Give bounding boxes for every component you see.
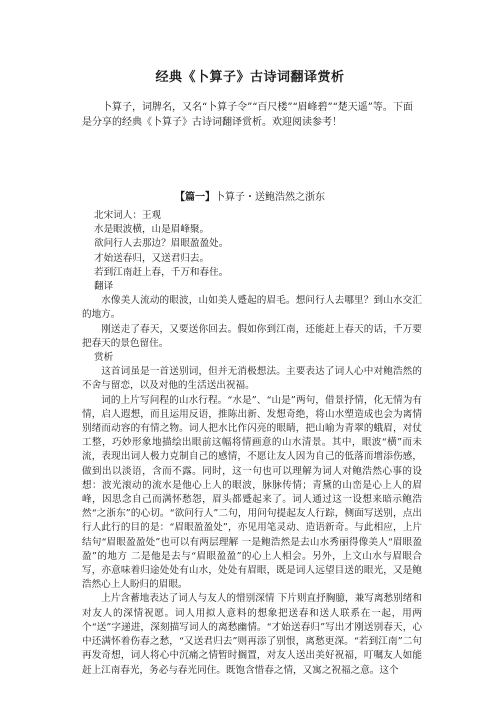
poem-line: 欲问行人去那边？眉眼盈盈处。	[94, 238, 229, 250]
poem-line: 水是眼波横，山是眉峰聚。	[94, 224, 210, 236]
translation-paragraph: 水像美人流动的眼波，山如美人蹙起的眉毛。想问行人去哪里？到山水交汇的地方。	[82, 295, 422, 321]
section-heading	[0, 188, 500, 203]
translation-label: 翻译	[94, 281, 114, 293]
poem-line: 若到江南赶上春，千万和春住。	[94, 266, 229, 278]
poem-line: 才始送春归，又送君归去。	[94, 252, 210, 264]
appreciation-label: 赏析	[94, 352, 114, 364]
appreciation-paragraph: 这首词虽是一首送别词，但并无消极想法。主要表达了词人心中对鲍浩然的不舍与留恋，以及对他的生活送出祝福。	[82, 366, 422, 392]
page-title: 经典《卜算子》古诗词翻译赏析	[155, 70, 345, 85]
article-body	[82, 209, 422, 678]
appreciation-paragraph: 词的上片写问程的山水行程。“水是”、“山是”两句，借景抒情，化无情为有情，启人遐想，而且运用反语，推陈出新、发想奇绝，将山水塑造成也会为离情别绪而动容的有情之物。词人把水比作闪亮的眼睛，把山喻为青翠的蛾眉，对仗工整，巧妙形象地描绘出眼前这幅将情画意的山水清景。其中，眼波“横”而未流，表现出词人极力克制自己的感情，不愿让友人因为自己的低落而增添伤感，做到出以淡语，含而不露。同时，这一句也可以理解为词人对鲍浩然心事的设想：波光滚动的流水是他心上人的眼波，脉脉传情；青黛的山峦是心上人的眉峰，因思念自己而满怀愁怨，眉头都蹙起来了。词人通过这一设想来暗示鲍浩然“之浙东”的心切。“欲问行人”二句，用问句提起友人行踪，侧面写送别，点出行人此行的目的是：“眉眼盈盈处”，亦见用笔灵动、造语新奇。与此相应，上片结句“眉眼盈盈处”也可以有两层理解 一是鲍浩然是去山水秀丽得像美人“眉眼盈盈”的地方 二是他是去与“眉眼盈盈”的心上人相会。另外，上文山水与眉眼合写，亦意味着归途处处有山水，处处有眉眼，既是词人远望目送的眼光，又是鲍浩然心上人盼归的眉眼。	[82, 394, 422, 591]
intro-paragraph: 卜算子，词牌名，又名“卜算子令”“百尺楼”“眉峰碧”“楚天遥”等。下面是分享的经典《卜算子》古诗词翻译赏析。欢迎阅读参考！	[82, 102, 413, 128]
translation-paragraph: 刚送走了春天，又要送你回去。假如你到江南，还能赶上春天的话，千万要把春天的景色留住。	[82, 323, 422, 349]
appreciation-paragraph: 上片含蓄地表达了词人与友人的惜别深情 下片则直抒胸臆，兼写离愁别绪和对友人的深情祝愿。词人用拟人意料的想象把送春和送人联系在一起，用两个“送”字递进，深刻描写词人的离愁幽情。“才始送春归”写出才刚送别春天，心中还满怀着伤春之愁，“又送君归去”则再添了别恨，离愁更深。“若到江南”二句再发奇想，词人将心中沉痛之情暂时搁置，对友人送出美好祝福，叮嘱友人如能赶上江南春光，务必与春光同住。既饱含惜春之情，又寓之祝福之意。这个	[82, 593, 422, 676]
section-title: 卜算子・送鲍浩然之浙东	[215, 192, 325, 203]
section-bracket: 【篇一】	[175, 192, 215, 203]
poem-author: 北宋词人：王观	[94, 210, 162, 221]
